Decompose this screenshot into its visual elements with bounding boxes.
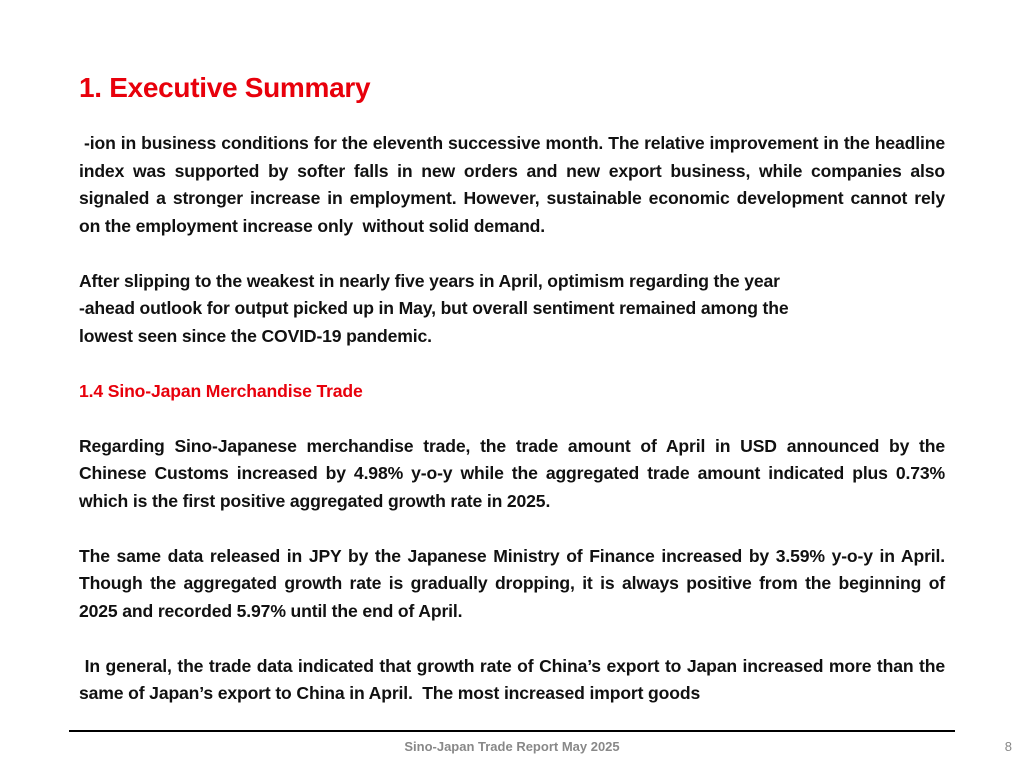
- page-title: 1. Executive Summary: [79, 72, 371, 103]
- body-text: [79, 130, 950, 708]
- paragraph-general-trend: In general, the trade data indicated that growth rate of China’s export to Japan increased more than the same of Japan’s export to China in April. The most increased import goods: [79, 655, 950, 703]
- section-subheading: 1.4 Sino-Japan Merchandise Trade: [79, 380, 363, 401]
- paragraph-outlook-line1: After slipping to the weakest in nearly five years in April, optimism regarding the year: [79, 270, 780, 291]
- paragraph-outlook-line2: -ahead outlook for output picked up in May, but overall sentiment remained among the: [79, 298, 789, 318]
- page-number: 8: [1004, 739, 1012, 754]
- paragraph-outlook-line3: lowest seen since the COVID-19 pandemic.: [79, 325, 432, 346]
- footer-text: Sino-Japan Trade Report May 2025: [404, 739, 620, 754]
- footer-divider: [69, 730, 955, 732]
- paragraph-jpy-trade: The same data released in JPY by the Japanese Ministry of Finance increased by 3.59% y-o-y in April. Though the aggregated growth rate is gradually dropping, it is always positive from the beginning of 2025 and recorded 5.97% until the end of April.: [79, 545, 945, 621]
- paragraph-usd-trade: Regarding Sino-Japanese merchandise trade, the trade amount of April in USD announced by the Chinese Customs increased by 4.98% y-o-y while the aggregated trade amount indicated plus 0.73% which is the first positive aggregated growth rate in 2025.: [79, 435, 945, 511]
- paragraph-business-conditions: -ion in business conditions for the eleventh successive month. The relative improvement in the headline index was supported by softer falls in new orders and new export business, while companies also signaled a stronger increase in employment. However, sustainable economic development cannot rely on the employment increase only without solid demand.: [79, 133, 950, 236]
